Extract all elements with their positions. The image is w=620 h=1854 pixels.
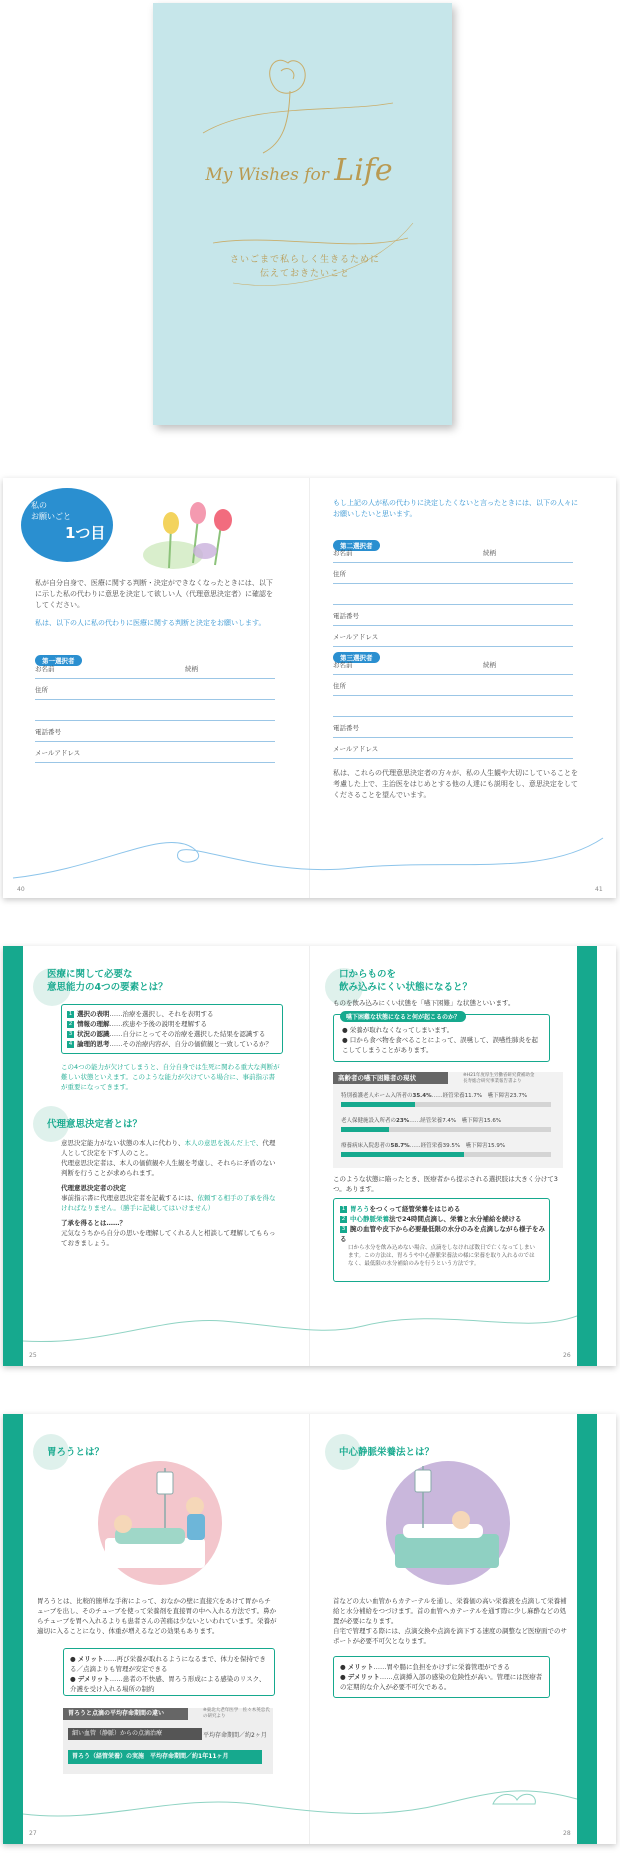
survival-compare-panel (63, 1708, 273, 1774)
right-edge-band (577, 946, 597, 1366)
compare-title: 胃ろうと点滴の平均存命期間の違い (63, 1708, 188, 1720)
address-field[interactable]: 住所 (35, 685, 275, 700)
choice-1: 1 胃ろうをつくって経管栄養をはじめる (341, 1205, 461, 1213)
tpn-description: 首などの太い血管からカテーテルを通し、栄養価の高い栄養液を点滴して栄養補給と水分補給をつづけます。首の血管へカテーテルを通す際に少し麻酔などの処置が必要になります。 自宅で管理する際には、点滴交換や点滴を滴下する速度の調整など医療面でのサポートが必要不可欠となります。 (333, 1597, 567, 1645)
tulip-illustration (143, 493, 253, 578)
stats-bar-fill (341, 1152, 464, 1157)
peg-title: 胃ろうとは？ (47, 1447, 105, 1458)
demerit-row: ● デメリット……患者の不快感、胃ろう形成による感染のリスク、介護を受け入れる場所の制約 (70, 1675, 266, 1693)
stats-row: 特別養護老人ホーム入所者の35.4%……経管栄養11.7% 嚥下障害23.7% (341, 1093, 528, 1099)
second-choice-form (333, 548, 573, 647)
stats-bar-fill (341, 1127, 389, 1132)
decorative-swirl (23, 1774, 577, 1834)
address-field-2[interactable] (333, 590, 573, 605)
phone-field[interactable]: 電話番号 (333, 611, 573, 626)
intro-blue-text: 私は、以下の人に私の代わりに医療に関する判断と決定をお願いします。 (35, 619, 266, 627)
demerit-row: ● デメリット……点滴挿入部の感染の危険性が高い。管理には医療者の定期的な介入が必要不可欠である。 (340, 1673, 543, 1691)
stats-source: ※H21年度厚生労働省研究費補助金 長寿総合研究事業報告書より (463, 1073, 535, 1084)
choices-list (340, 1204, 545, 1244)
name-field[interactable]: お名前 続柄 (35, 664, 275, 679)
spread-decision-capacity (3, 946, 616, 1366)
address-field-2[interactable] (333, 702, 573, 717)
right-edge-band (577, 1414, 597, 1844)
page-number-left: 27 (29, 1830, 37, 1837)
right-intro: もし上記の人が私の代わりに決定したくないと言ったときには、以下の人々にお願いしたいと思います。 (333, 499, 578, 518)
merit-row: ● メリット……胃や腸に負担をかけずに栄養管理ができる (340, 1663, 510, 1671)
second-choice-label: 第二選択者 (333, 533, 380, 552)
element-1: 1 選択の表明……治療を選択し、それを表明する (68, 1010, 214, 1018)
email-field[interactable]: メールアドレス (333, 744, 573, 759)
box-title: 嚥下困難な状態になると何が起こるのか？ (340, 1011, 466, 1022)
elements-note: この4つの能力が欠けてしまうと、自分自身では生死に関わる重大な判断が難しい状態といえます。このような能力が欠けている場合に、事前指示書が重要になってきます。 (61, 1063, 280, 1091)
page-number-left: 40 (17, 886, 25, 893)
peg-description: 胃ろうとは、比較的簡単な手術によって、おなかの壁に直接穴をあけて胃からチューブを出し、そのチューブを使って栄養剤を直接胃の中へ入れる方法です。鼻からチューブを胃へ入れるよりも患者さんの苦痛は少ないといわれています。栄養が適切に入ることになり、体重が増えるなどの効果もあります。 (37, 1597, 277, 1635)
choice-2: 2 中心静脈栄養法で24時間点滴し、栄養と水分補給を続ける (341, 1215, 522, 1223)
left-edge-band (3, 1414, 23, 1844)
first-choice-form (35, 664, 275, 763)
choices-box (333, 1198, 550, 1282)
stats-row: 老人保健施設入所者の23%……経管栄養7.4% 嚥下障害15.6% (341, 1118, 502, 1124)
peg-row: 胃ろう（経管栄養）の実施 平均存命期間／約1年11ヶ月 (68, 1750, 262, 1764)
left-edge-band (3, 946, 23, 1366)
choices-intro: このような状態に陥ったとき、医療者から提示される選択肢は大きく分けて3つ。あります。 (333, 1175, 558, 1193)
cover-subtitle: さいごまで私らしく生きるために 伝えておきたいこと (229, 255, 380, 279)
capacity-title: 医療に関して必要な 意思能力の4つの要素とは？ (47, 969, 168, 993)
intro-text: 私が自分自身で、医療に関する判断・決定ができなくなったときには、以下に示した私の代わりに意思を決定して欲しい人（代理意思決定者）に確認をしてください。 (35, 579, 273, 609)
drip-row-value: 平均存命期間／約2ヶ月 (203, 1732, 267, 1739)
peg-merit-box (63, 1648, 275, 1696)
stats-bar-fill (341, 1102, 415, 1107)
closing-text: 私は、これらの代理意思決定者の方々が、私の人生観や大切にしていることを考慮した上で、主治医をはじめとする他の人達にも説明をし、意思決定をしてくださることを望んでいます。 (333, 769, 578, 799)
phone-field[interactable]: 電話番号 (35, 727, 275, 742)
email-field[interactable]: メールアドレス (35, 748, 275, 763)
name-field[interactable]: お名前 続柄 (333, 660, 573, 675)
decide-section: 代理意思決定者の決定 事前指示書に代理意思決定者を記載するには、依頼する相手の了承を得なければなりません。（勝手に記載してはいけません） (61, 1184, 276, 1212)
address-field[interactable]: 住所 (333, 681, 573, 696)
page-number-left: 25 (29, 1352, 37, 1359)
third-choice-form (333, 660, 573, 759)
swallow-effects-box (333, 1014, 550, 1062)
wish-badge: 私の お願いごと 1つ目 (21, 488, 113, 562)
address-field-2[interactable] (35, 706, 275, 721)
address-field[interactable]: 住所 (333, 569, 573, 584)
stats-row: 療養病床入院患者の58.7%……経管栄養39.5% 嚥下障害15.9% (341, 1143, 506, 1149)
spread-proxy-designation (3, 478, 616, 898)
email-field[interactable]: メールアドレス (333, 632, 573, 647)
tpn-title: 中心静脈栄養法とは？ (339, 1447, 435, 1458)
merit-row: ● メリット……再び栄養が取れるようになるまで、体力を保持できる／点滴よりも管理が安定できる (70, 1655, 266, 1673)
swallow-intro: ものを飲み込みにくい状態を「嚥下困難」な状態といいます。 (333, 999, 515, 1007)
decorative-swirl (23, 1286, 577, 1356)
drip-row-label: 細い血管（静脈）からの点滴治療 (68, 1728, 202, 1740)
proxy-title: 代理意思決定者とは？ (47, 1119, 143, 1130)
page-number-right: 41 (595, 886, 603, 893)
booklet-cover (153, 3, 452, 425)
stats-header: 高齢者の嚥下困難者の現状 (333, 1072, 448, 1084)
third-choice-label: 第三選択者 (333, 645, 380, 664)
four-elements-box (61, 1004, 283, 1054)
choice-note: 口から水分を飲み込めない場合、点滴をしなければ数日で亡くなってしまいます。この方法は、胃ろうや中心静脈栄養法の様に栄養を取り入れるのではなく、最低限の水分補給のみを行うという方法です。 (348, 1245, 536, 1267)
decorative-swirl (3, 808, 616, 898)
element-3: 3 状況の認識……自分にとってその治療を選択した結果を認識する (68, 1030, 266, 1038)
name-field[interactable]: お名前 続柄 (333, 548, 573, 563)
compare-source: ※東北大老年医学 佐々木英忠氏の研究より (203, 1708, 270, 1719)
choice-3: 3 腕の血管や皮下から必要最低限の水分のみを点滴しながら様子をみる (340, 1225, 545, 1243)
page-number-right: 28 (563, 1830, 571, 1837)
tpn-patient-illustration (383, 1458, 513, 1588)
spread-nutrition-methods (3, 1414, 616, 1844)
proxy-text: 意思決定能力がない状態の本人に代わり、本人の意思を汲んだ上で、代理人として決定を下す人のこと。 代理意思決定者は、本人の価値観や人生観を考慮し、それらに矛盾のない判断を行うことが求められます。 (61, 1139, 276, 1177)
cover-title: My Wishes for Life (205, 153, 393, 188)
consent-section: 了承を得るとは……？ 元気なうちから自分の思いを理解してくれる人と相談して理解してもらっておきましょう。 (61, 1219, 276, 1247)
stats-panel (333, 1072, 563, 1168)
box-list: ● 栄養が取れなくなってしまいます。 ● 口から食べ物を食べることによって、誤嚥して、誤嚥性肺炎を起こしてしまうことがあります。 (342, 1026, 538, 1054)
page-number-right: 26 (563, 1352, 571, 1359)
phone-field[interactable]: 電話番号 (333, 723, 573, 738)
peg-patient-illustration (95, 1458, 225, 1588)
first-choice-label: 第一選択者 (35, 648, 82, 667)
tpn-merit-box (333, 1656, 550, 1698)
element-2: 2 情報の理解……疾患や予後の説明を理解する (68, 1020, 207, 1028)
element-4: 4 論理的思考……その治療内容が、自分の価値観と一致しているか？ (68, 1040, 272, 1048)
swallow-title: 口からものを 飲み込みにくい状態になると？ (339, 969, 473, 993)
